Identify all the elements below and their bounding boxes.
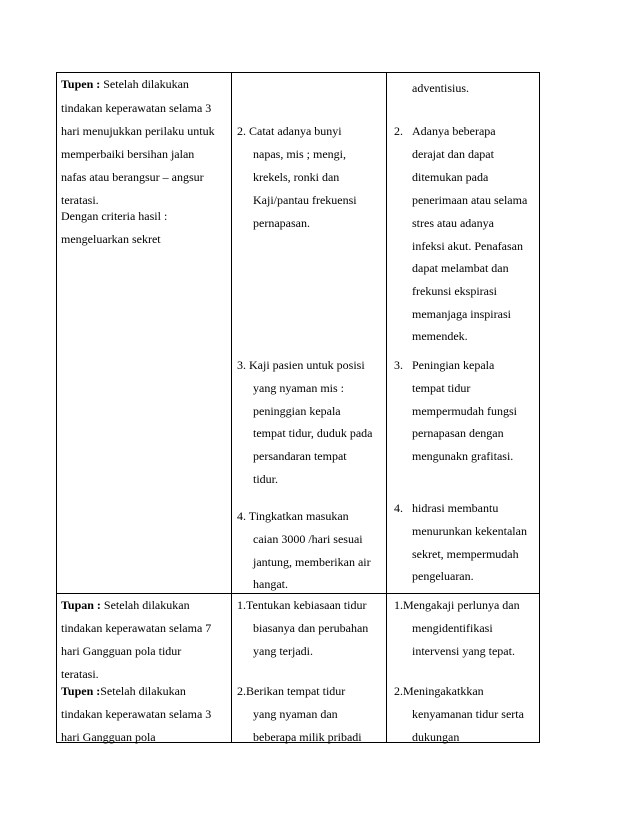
rationale-line: kenyamanan tidur serta	[412, 707, 524, 721]
rationale-line: mempermudah fungsi	[412, 404, 517, 418]
goal-line: nafas atau berangsur – angsur	[61, 170, 204, 184]
rationale-line: memendek.	[412, 329, 468, 343]
goal-line: tindakan keperawatan selama 7	[61, 621, 212, 635]
rationale-line: Adanya beberapa	[412, 124, 496, 138]
intervention-line: hangat.	[253, 577, 288, 591]
rationale-line: pengeluaran.	[412, 569, 474, 583]
rationale-line: mengidentifikasi	[412, 621, 493, 635]
rationale-number: 4.	[394, 501, 403, 515]
rationale-line: hidrasi membantu	[412, 501, 499, 515]
intervention-line: pernapasan.	[253, 216, 310, 230]
goal-line: Tupen : Setelah dilakukan	[61, 77, 189, 91]
rationale-line: adventisius.	[412, 81, 469, 95]
intervention-line: 1.Tentukan kebiasaan tidur	[237, 598, 367, 612]
tupen-label: Tupen :	[61, 684, 101, 698]
rationale-line: stres atau adanya	[412, 216, 494, 230]
intervention-line: beberapa milik pribadi	[253, 730, 362, 744]
goal-line: hari Gangguan pola	[61, 730, 156, 744]
rationale-line: dukungan	[412, 730, 460, 744]
goal-line: hari menujukkan perilaku untuk	[61, 124, 215, 138]
rationale-line: infeksi akut. Penafasan	[412, 239, 523, 253]
goal-line: tindakan keperawatan selama 3	[61, 707, 212, 721]
goal-line: mengeluarkan sekret	[61, 232, 161, 246]
rationale-line: ditemukan pada	[412, 170, 489, 184]
intervention-line: yang terjadi.	[253, 644, 313, 658]
intervention-line: peninggian kepala	[253, 404, 341, 418]
intervention-line: 2. Catat adanya bunyi	[237, 124, 342, 138]
rationale-number: 2.	[394, 124, 403, 138]
rationale-number: 3.	[394, 358, 403, 372]
tupen-label: Tupen :	[61, 77, 101, 91]
goal-line: Tupen :Setelah dilakukan	[61, 684, 186, 698]
intervention-line: caian 3000 /hari sesuai	[253, 532, 363, 546]
intervention-line: yang nyaman mis :	[253, 381, 344, 395]
rationale-line: frekunsi ekspirasi	[412, 284, 497, 298]
rationale-line: menurunkan kekentalan	[412, 524, 527, 538]
goal-line: teratasi.	[61, 667, 99, 681]
rationale-line: derajat dan dapat	[412, 147, 494, 161]
intervention-line: yang nyaman dan	[253, 707, 338, 721]
intervention-line: napas, mis ; mengi,	[253, 147, 346, 161]
tupan-label: Tupan :	[61, 598, 101, 612]
intervention-line: 2.Berikan tempat tidur	[237, 684, 346, 698]
intervention-line: biasanya dan perubahan	[253, 621, 369, 635]
rationale-line: mengunakn grafitasi.	[412, 449, 514, 463]
goal-line: hari Gangguan pola tidur	[61, 644, 182, 658]
rationale-line: sekret, mempermudah	[412, 547, 519, 561]
rationale-line: memanjaga inspirasi	[412, 307, 511, 321]
goal-line: Tupan : Setelah dilakukan	[61, 598, 190, 612]
intervention-line: tidur.	[253, 472, 279, 486]
rationale-line: intervensi yang tepat.	[412, 644, 515, 658]
intervention-line: Kaji/pantau frekuensi	[253, 193, 357, 207]
rationale-line: pernapasan dengan	[412, 426, 504, 440]
goal-line: Dengan criteria hasil :	[61, 209, 168, 223]
rationale-line: 2.Meningakatkkan	[394, 684, 484, 698]
goal-line: teratasi.	[61, 193, 99, 207]
rationale-line: 1.Mengakaji perlunya dan	[394, 598, 520, 612]
goal-line: memperbaiki bersihan jalan	[61, 147, 195, 161]
intervention-line: krekels, ronki dan	[253, 170, 340, 184]
intervention-line: tempat tidur, duduk pada	[253, 426, 373, 440]
rationale-line: dapat melambat dan	[412, 261, 509, 275]
rationale-line: penerimaan atau selama	[412, 193, 528, 207]
column-divider	[386, 73, 387, 742]
column-divider	[231, 73, 232, 742]
goal-line: tindakan keperawatan selama 3	[61, 101, 212, 115]
intervention-line: persandaran tempat	[253, 449, 347, 463]
row-divider	[57, 593, 539, 594]
rationale-line: Peningian kepala	[412, 358, 495, 372]
intervention-line: jantung, memberikan air	[253, 555, 371, 569]
rationale-line: tempat tidur	[412, 381, 471, 395]
intervention-line: 3. Kaji pasien untuk posisi	[237, 358, 365, 372]
intervention-line: 4. Tingkatkan masukan	[237, 509, 349, 523]
care-plan-table	[56, 72, 540, 743]
